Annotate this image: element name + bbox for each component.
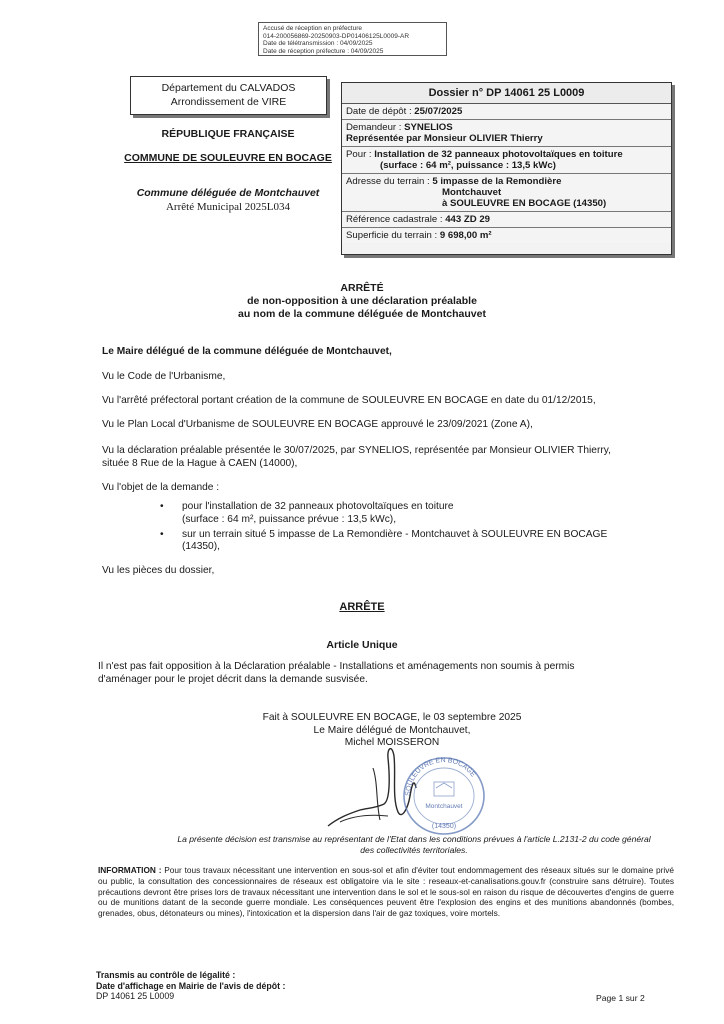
vu-line — [102, 444, 662, 470]
adresse-line2: Montchauvet — [442, 187, 502, 198]
information-text: Pour tous travaux nécessitant une intervention en sous-sol et afin d'éviter tout endommagement des réseaux situés sur le domaine privé ou public, la consultation des concessionnaires de réseaux est obligatoire via le site : reseaux-et-canalisations.gouv.fr (construire sans détruire). Toutes précautions devront être prises lors de travaux nécessitant une intervention dans le sol et le sous-sol en raison du risque de découvertes d'engins de guerre ou de munitions datant de la seconde guerre mondiale. Les conséquences peuvent être l'explosion des engins et des munitions abandonnés (bombes, grenades, obus, détonateurs ou mines), l'intoxication et la dispersion dans l'air de gaz toxiques, voire mortels. — [98, 865, 674, 919]
decision-text — [98, 660, 664, 686]
arrete-municipal: Arrêté Municipal 2025L034 — [165, 201, 291, 213]
dossier-box — [341, 82, 672, 255]
receipt-line: Date de télétransmission : 04/09/2025 — [263, 40, 373, 48]
page-number: Page 1 sur 2 — [596, 993, 645, 1003]
reference-label: Référence cadastrale : — [346, 214, 446, 225]
receipt-line: Date de réception préfecture : 04/09/2025 — [263, 47, 384, 55]
commune-deleguee: Commune déléguée de Montchauvet — [136, 187, 320, 199]
pour-line2: (surface : 64 m², puissance : 13,5 kWc) — [380, 160, 556, 171]
demande-list — [160, 501, 660, 556]
signature-name: Michel MOISSERON — [344, 737, 440, 748]
arrete-subtitle: au nom de la commune déléguée de Montchauvet — [238, 308, 486, 320]
dossier-title: Dossier n° DP 14061 25 L0009 — [342, 83, 671, 104]
superficie-value: 9 698,00 m² — [439, 230, 492, 241]
stamp-center-text: Montchauvet — [425, 803, 463, 810]
arrete-title: ARRÊTÉ — [340, 282, 384, 294]
demandeur-label: Demandeur : — [346, 122, 405, 133]
pour-line1: Installation de 32 panneaux photovoltaïques en toiture — [374, 149, 623, 160]
receipt-line: 014-200056869-20250903-DP01406125L0009-AR — [263, 32, 410, 40]
vu-line: Vu les pièces du dossier, — [102, 565, 215, 576]
pour-row — [342, 147, 671, 174]
commune-stamp — [398, 752, 490, 838]
adresse-line3: à SOULEUVRE EN BOCAGE (14350) — [442, 198, 607, 209]
superficie-label: Superficie du terrain : — [346, 230, 440, 241]
reference-value: 443 ZD 29 — [445, 214, 491, 225]
decision-line: d'aménager pour le projet décrit dans la demande susvisée. — [98, 674, 368, 685]
arrete-subtitle: de non-opposition à une déclaration préalable — [247, 295, 477, 307]
list-item — [160, 529, 660, 555]
commune-heading: COMMUNE DE SOULEUVRE EN BOCAGE — [124, 152, 332, 164]
receipt-line: Accusé de réception en préfecture — [263, 25, 363, 32]
vu-line-part: située 8 Rue de la Hague à CAEN (14000), — [102, 458, 298, 469]
legality-block — [96, 970, 285, 1002]
list-item-text: • sur un terrain situé 5 impasse de La Remondière - Montchauvet à SOULEUVRE EN BOCAGE — [182, 528, 608, 540]
department-line: Département du CALVADOS — [161, 82, 296, 94]
date-depot-value: 25/07/2025 — [414, 106, 463, 117]
vu-line: Vu le Plan Local d'Urbanisme de SOULEUVRE EN BOCAGE approuvé le 23/09/2021 (Zone A), — [102, 419, 533, 430]
receipt-box — [258, 22, 447, 56]
affichage-line: Date d'affichage en Mairie de l'avis de dépôt : — [96, 980, 286, 991]
list-item-text: (surface : 64 m², puissance prévue : 13,5 kWc), — [182, 513, 397, 525]
stamp-top-text: SOULEUVRE EN BOCAGE — [404, 756, 477, 797]
vu-line-part: Vu la déclaration préalable présentée le 30/07/2025, par SYNELIOS, représentée par Monsieur OLIVIER Thierry, — [102, 445, 611, 456]
signature-role: Le Maire délégué de Montchauvet, — [313, 724, 471, 736]
adresse-label: Adresse du terrain : — [346, 176, 433, 187]
article-heading: Article Unique — [326, 639, 398, 651]
list-item — [160, 501, 660, 527]
list-item-text: (14350), — [182, 541, 220, 553]
pour-label: Pour : — [346, 149, 375, 160]
republic-heading: RÉPUBLIQUE FRANÇAISE — [161, 128, 295, 140]
information-label: INFORMATION : — [98, 865, 162, 875]
adresse-row — [342, 174, 671, 212]
department-box — [130, 76, 327, 115]
demandeur-value: SYNELIOS — [404, 122, 453, 133]
arrondissement-line: Arrondissement de VIRE — [170, 96, 287, 108]
decision-line: Il n'est pas fait opposition à la Déclaration préalable - Installations et aménagements non soumis à permis — [98, 661, 575, 672]
adresse-line1: 5 impasse de la Remondière — [432, 176, 562, 187]
transmission-notice — [114, 834, 714, 856]
vu-line: Vu le Code de l'Urbanisme, — [102, 371, 226, 382]
legality-line: Transmis au contrôle de légalité : — [96, 970, 236, 980]
vu-line: Vu l'arrêté préfectoral portant création de la commune de SOULEUVRE EN BOCAGE en date du 01/12/2015, — [102, 395, 596, 406]
date-depot-row — [342, 104, 671, 120]
superficie-row — [342, 228, 671, 243]
date-depot-label: Date de dépôt : — [346, 106, 415, 117]
demandeur-row — [342, 120, 671, 147]
transmission-line: La présente décision est transmise au représentant de l'Etat dans les conditions prévues à l'article L.2131-2 du code général — [177, 834, 651, 844]
vu-line: Vu l'objet de la demande : — [102, 482, 220, 493]
signature-place-date: Fait à SOULEUVRE EN BOCAGE, le 03 septembre 2025 — [262, 712, 522, 723]
transmission-line: des collectivités territoriales. — [360, 845, 468, 855]
arrete-heading: ARRÊTE — [339, 601, 385, 613]
reference-row — [342, 212, 671, 228]
maire-line: Le Maire délégué de la commune déléguée de Montchauvet, — [102, 346, 392, 357]
stamp-bottom-text: (14350) — [431, 823, 457, 830]
list-item-text: • pour l'installation de 32 panneaux photovoltaïques en toiture — [182, 501, 454, 512]
dossier-ref-line: DP 14061 25 L0009 — [96, 991, 175, 1001]
representee-value: Représentée par Monsieur OLIVIER Thierry — [346, 133, 543, 144]
information-paragraph — [98, 865, 674, 919]
